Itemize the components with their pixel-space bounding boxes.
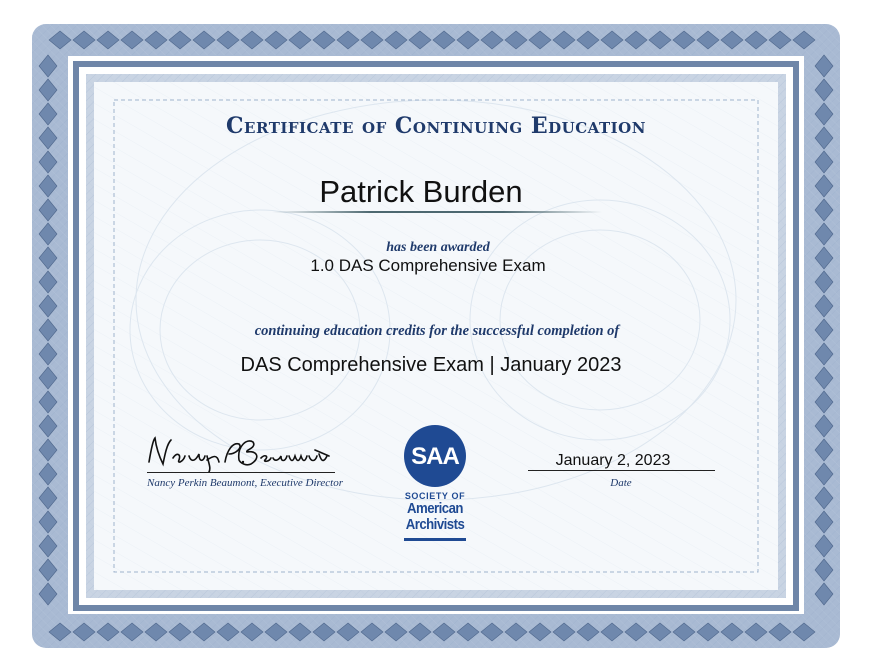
org-line-american: American (407, 500, 463, 517)
name-underline (272, 211, 602, 213)
credits-awarded: 1.0 DAS Comprehensive Exam (310, 256, 546, 275)
recipient-name: Patrick Burden (319, 174, 523, 209)
svg-text:SAA: SAA (411, 443, 459, 470)
certificate-title: Certificate of Continuing Education (226, 113, 646, 139)
org-line-society: SOCIETY OF (404, 491, 466, 501)
signature-caption: Nancy Perkin Beaumont, Executive Director (147, 477, 343, 489)
completion-phrase: continuing education credits for the successful completion of (254, 323, 620, 339)
course-title: DAS Comprehensive Exam | January 2023 (240, 354, 622, 376)
signature-image (143, 432, 333, 472)
date-caption: Date (610, 477, 632, 489)
saa-seal-icon (403, 424, 467, 488)
award-date: January 2, 2023 (555, 452, 671, 469)
org-line-archivists: Archivists (405, 516, 465, 533)
org-underline (404, 538, 466, 541)
date-line (528, 470, 715, 471)
signature-line (147, 472, 335, 473)
awarded-phrase: has been awarded (386, 240, 490, 255)
